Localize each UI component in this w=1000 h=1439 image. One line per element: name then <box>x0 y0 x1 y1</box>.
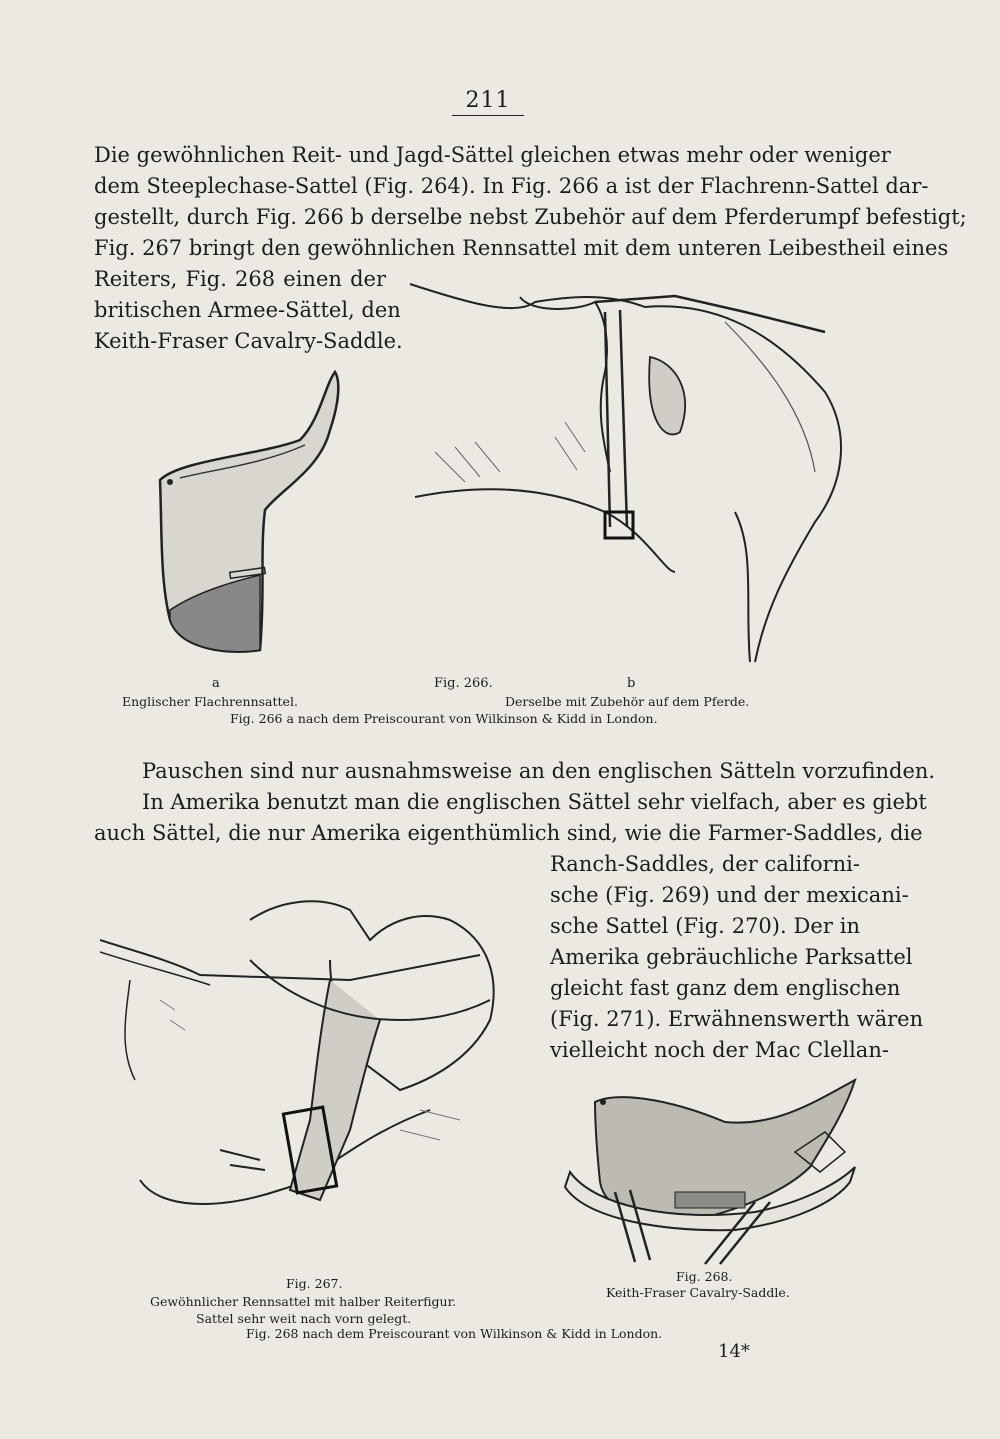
paragraph-line: Reiters, Fig. 268 einen der <box>94 267 386 291</box>
fig267-label: Fig. 267. <box>286 1276 343 1291</box>
paragraph-line: (Fig. 271). Erwähnenswerth wären <box>550 1007 924 1031</box>
paragraph-line: Pauschen sind nur ausnahmsweise an den englischen Sätteln vorzufinden. <box>142 759 936 783</box>
paragraph-line: sche Sattel (Fig. 270). Der in <box>550 914 860 938</box>
fig268-source: Fig. 268 nach dem Preiscourant von Wilkinson & Kidd in London. <box>246 1326 663 1341</box>
page-number: 211 <box>452 88 524 116</box>
paragraph-1-full <box>94 140 967 264</box>
paragraph-line: auch Sättel, die nur Amerika eigenthümlich sind, wie die Farmer-Saddles, die <box>94 821 923 845</box>
paragraph-line: Amerika gebräuchliche Parksattel <box>550 945 913 969</box>
paragraph-line: britischen Armee-Sättel, den <box>94 298 401 322</box>
paragraph-1-narrow <box>94 264 403 357</box>
paragraph-2-narrow <box>550 849 924 1066</box>
paragraph-line: Ranch-Saddles, der californi- <box>550 852 860 876</box>
signature-mark: 14* <box>718 1341 750 1362</box>
figure-267-saddle-with-rider <box>100 880 530 1270</box>
figure-266a-saddle <box>140 360 400 670</box>
figure-266b-saddle-on-horse <box>405 272 865 672</box>
fig266b-caption: Derselbe mit Zubehör auf dem Pferde. <box>505 694 750 709</box>
paragraph-line: Keith-Fraser Cavalry-Saddle. <box>94 329 403 353</box>
fig266-label-a: a <box>212 676 220 691</box>
fig267-caption-line1: Gewöhnlicher Rennsattel mit halber Reiterfigur. <box>150 1294 457 1309</box>
paragraph-2-full <box>94 756 936 849</box>
paragraph-line: Die gewöhnlichen Reit- und Jagd-Sättel gleichen etwas mehr oder weniger <box>94 143 891 167</box>
paragraph-line: gleicht fast ganz dem englischen <box>550 976 901 1000</box>
paragraph-line: gestellt, durch Fig. 266 b derselbe nebst Zubehör auf dem Pferderumpf befestigt; <box>94 205 967 229</box>
paragraph-line: sche (Fig. 269) und der mexicani- <box>550 883 909 907</box>
figure-268-cavalry-saddle <box>555 1072 865 1272</box>
fig268-caption: Keith-Fraser Cavalry-Saddle. <box>606 1285 790 1300</box>
fig268-label: Fig. 268. <box>676 1269 733 1284</box>
paragraph-line: In Amerika benutzt man die englischen Sättel sehr vielfach, aber es giebt <box>142 790 927 814</box>
paragraph-line: dem Steeplechase-Sattel (Fig. 264). In Fig. 266 a ist der Flachrenn-Sattel dar- <box>94 174 929 198</box>
fig266a-caption: Englischer Flachrennsattel. <box>122 694 298 709</box>
fig266-label-b: b <box>627 676 636 691</box>
paragraph-line: vielleicht noch der Mac Clellan- <box>550 1038 889 1062</box>
fig267-caption-line2: Sattel sehr weit nach vorn gelegt. <box>196 1311 412 1326</box>
fig266-source: Fig. 266 a nach dem Preiscourant von Wilkinson & Kidd in London. <box>230 711 658 726</box>
paragraph-line: Fig. 267 bringt den gewöhnlichen Rennsattel mit dem unteren Leibestheil eines <box>94 236 949 260</box>
fig266-label: Fig. 266. <box>434 676 493 691</box>
